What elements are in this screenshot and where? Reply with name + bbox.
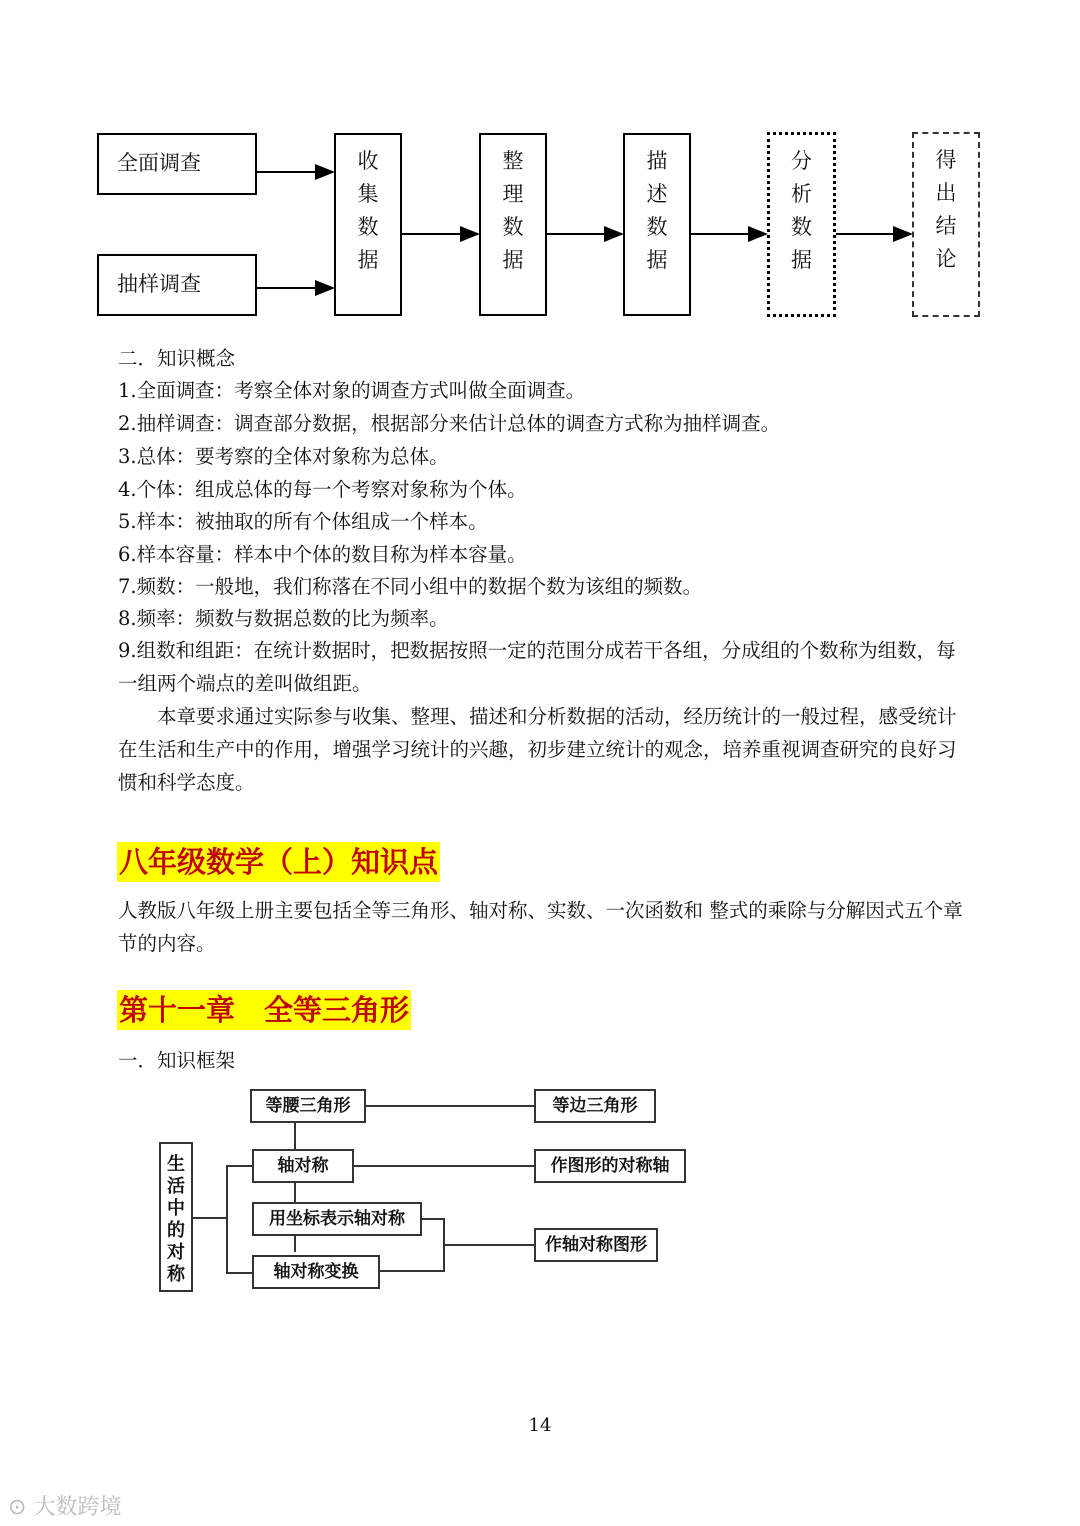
coordinate-symmetry-box: 用坐标表示轴对称 [252,1202,422,1236]
framework-heading: 一．知识框架 [118,1049,236,1072]
concept-item-1: 1.全面调查：考察全体对象的调查方式叫做全面调查。 [118,379,586,402]
isosceles-triangle-box: 等腰三角形 [250,1089,366,1123]
step-conclude-label: 得 出 结 论 [935,148,957,271]
concept-item-6: 6.样本容量：样本中个体的数目称为样本容量。 [118,543,527,566]
watermark-logo: ⊙ 大数跨境 [8,1495,122,1520]
survey-sample-label: 抽样调查 [117,272,201,296]
step-collect-label: 收 集 数 据 [357,149,379,272]
concept-item-3: 3.总体：要考察的全体对象称为总体。 [118,445,449,468]
survey-full-label: 全面调查 [117,151,201,175]
draw-axis-box: 作图形的对称轴 [534,1149,686,1183]
equilateral-triangle-box: 等边三角形 [534,1089,656,1123]
step-describe-label: 描 述 数 据 [646,149,668,272]
concept-item-8: 8.频率：频数与数据总数的比为频率。 [118,607,449,630]
concept-item-9: 9.组数和组距：在统计数据时，把数据按照一定的范围分成若干各组，分成组的个数称为组数，每一组两个端点的差叫做组距。 [118,639,956,695]
axial-symmetry-box: 轴对称 [252,1149,354,1183]
grade8-title: 八年级数学（上）知识点 [117,842,440,882]
chapter-summary: 本章要求通过实际参与收集、整理、描述和分析数据的活动，经历统计的一般过程，感受统计在生活和生产中的作用，增强学习统计的兴趣，初步建立统计的观念，培养重视调查研究的良好习惯和科学态度。 [118,705,957,794]
step-analyze-label: 分 析 数 据 [791,149,812,272]
diagram-root-box: 生 活 中 的 对 称 [159,1142,193,1292]
chapter11-title: 第十一章 全等三角形 [117,990,411,1030]
section2-heading: 二．知识概念 [118,347,236,370]
concept-item-2: 2.抽样调查：调查部分数据，根据部分来估计总体的调查方式称为抽样调查。 [118,412,781,435]
symmetry-transform-box: 轴对称变换 [252,1255,380,1289]
concept-item-7: 7.频数：一般地，我们称落在不同小组中的数据个数为该组的频数。 [118,575,703,598]
grade8-intro: 人教版八年级上册主要包括全等三角形、轴对称、实数、一次函数和 整式的乘除与分解因式五个章节的内容。 [118,899,963,955]
draw-symmetric-figure-box: 作轴对称图形 [534,1228,658,1262]
concept-item-4: 4.个体：组成总体的每一个考察对象称为个体。 [118,478,527,501]
page-number: 14 [528,1415,552,1436]
flowchart-arrows [0,0,1080,330]
step-organize-label: 整 理 数 据 [502,149,524,272]
concept-item-5: 5.样本：被抽取的所有个体组成一个样本。 [118,510,488,533]
